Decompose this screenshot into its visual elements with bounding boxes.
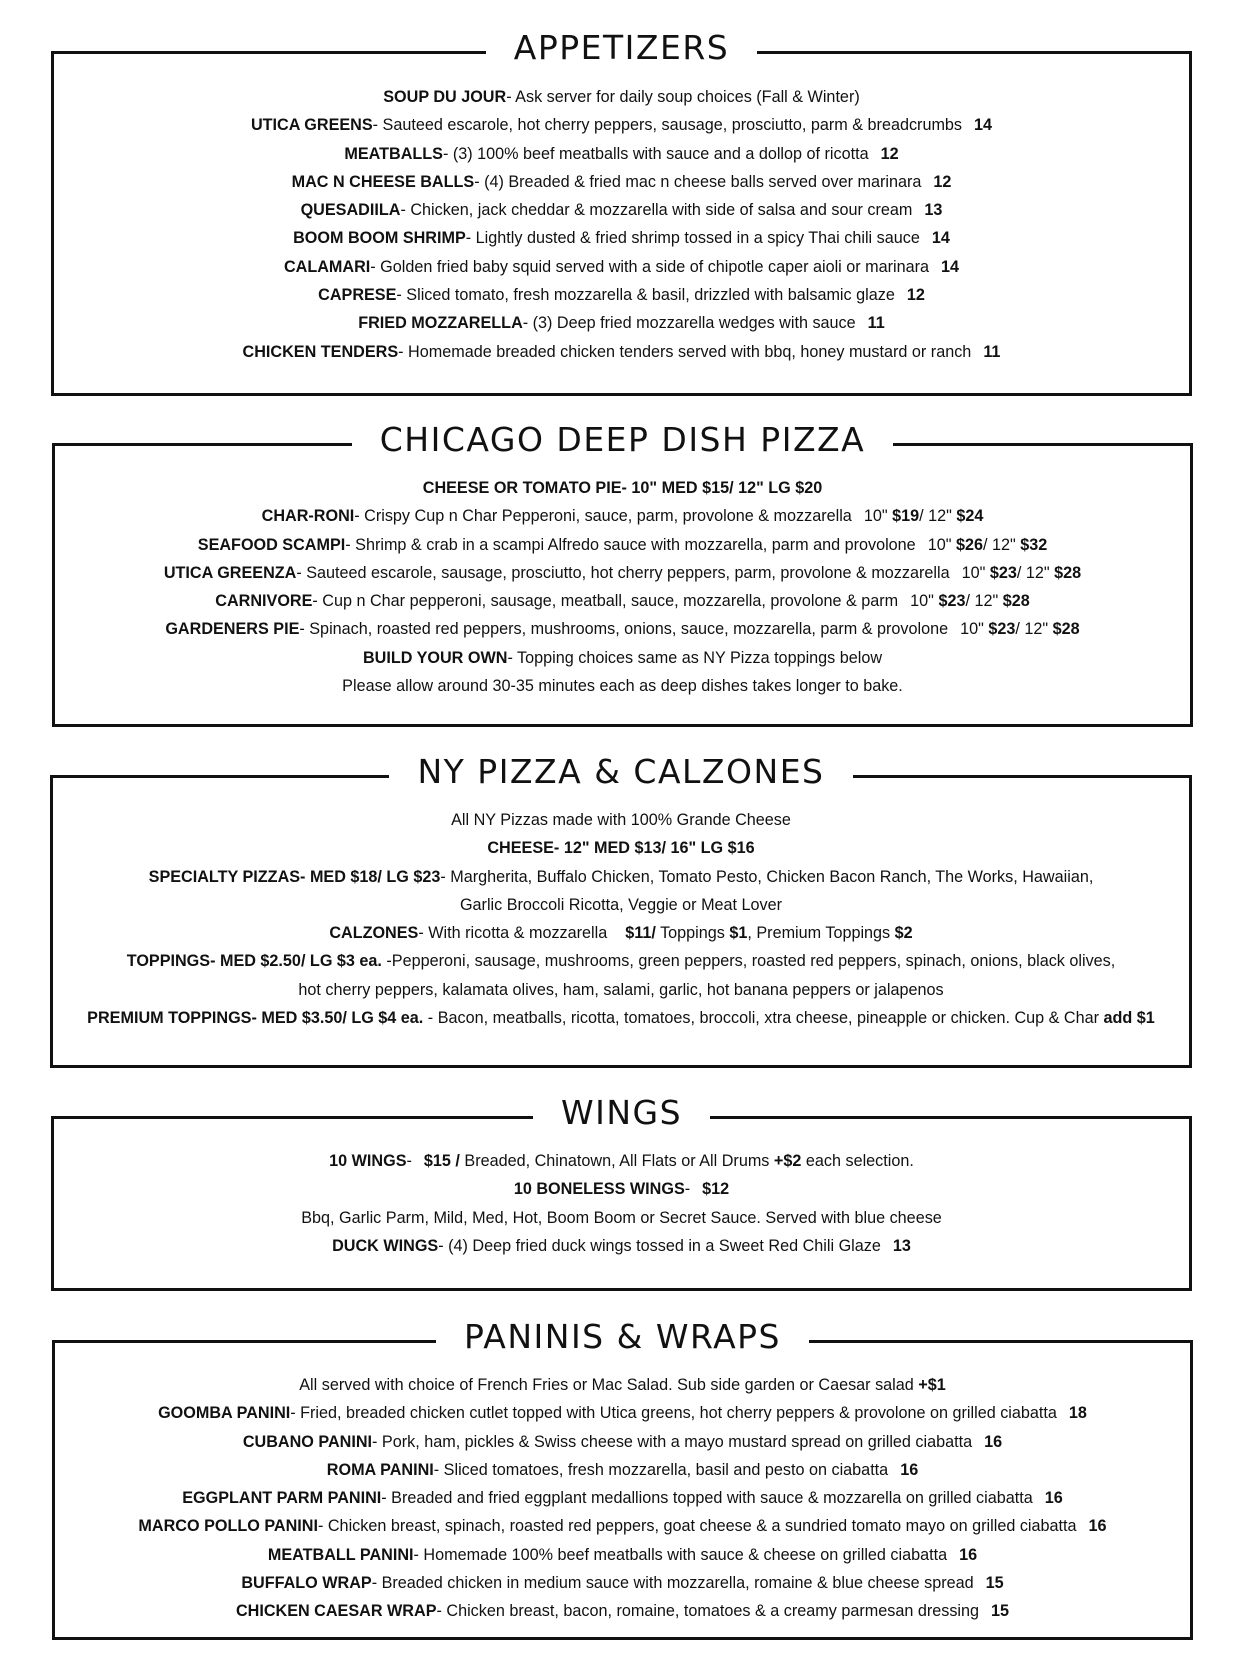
menu-item: DUCK WINGS- (4) Deep fried duck wings tossed in a Sweet Red Chili Glaze 13 (332, 1236, 911, 1255)
deep-dish-title-wrap (55, 420, 1190, 459)
deep-dish-section (52, 420, 1193, 727)
menu-item: BOOM BOOM SHRIMP- Lightly dusted & fried shrimp tossed in a spicy Thai chili sauce 14 (293, 229, 950, 248)
menu-item: BUFFALO WRAP- Breaded chicken in medium sauce with mozzarella, romaine & blue cheese spread 15 (241, 1574, 1004, 1593)
appetizers-list (54, 83, 1189, 366)
menu-item: CALZONES- With ricotta & mozzarella $11/ Toppings $1, Premium Toppings $2 (329, 924, 913, 943)
wings-title: WINGS (533, 1093, 710, 1132)
menu-item: 10 BONELESS WINGS- $12 (513, 1180, 730, 1199)
menu-item: CARNIVORE- Cup n Char pepperoni, sausage, meatball, sauce, mozzarella, provolone & parm 10" $23/ 12" $28 (215, 592, 1030, 611)
menu-item: TOPPINGS- MED $2.50/ LG $3 ea. -Pepperoni, sausage, mushrooms, green peppers, roasted red peppers, spinach, onions, black olives, (126, 952, 1116, 971)
menu-item: SPECIALTY PIZZAS- MED $18/ LG $23- Margherita, Buffalo Chicken, Tomato Pesto, Chicken Bacon Ranch, The Works, Hawaiian, (148, 867, 1094, 886)
menu-item: 10 WINGS- $15 / Breaded, Chinatown, All Flats or All Drums +$2 each selection. (329, 1152, 914, 1170)
appetizers-title: APPETIZERS (486, 28, 757, 67)
appetizers-title-wrap (54, 28, 1189, 67)
deep-dish-note: Please allow around 30-35 minutes each as deep dishes takes longer to bake. (342, 677, 903, 696)
menu-item: SOUP DU JOUR- Ask server for daily soup choices (Fall & Winter) (383, 88, 860, 106)
menu-item: CUBANO PANINI- Pork, ham, pickles & Swiss cheese with a mayo mustard spread on grilled ciabatta 16 (242, 1432, 1003, 1451)
wings-list (54, 1147, 1189, 1260)
ny-pizza-intro: All NY Pizzas made with 100% Grande Cheese (451, 811, 791, 829)
menu-item: CALAMARI- Golden fried baby squid served with a side of chipotle caper aioli or marinara 14 (283, 257, 960, 276)
menu-item: ROMA PANINI- Sliced tomatoes, fresh mozzarella, basil and pesto on ciabatta 16 (326, 1460, 919, 1479)
menu-item: EGGPLANT PARM PANINI- Breaded and fried eggplant medallions topped with sauce & mozzarella on grilled ciabatta 16 (182, 1489, 1063, 1508)
menu-item: CHICKEN TENDERS- Homemade breaded chicken tenders served with bbq, honey mustard or ranch 11 (242, 342, 1001, 361)
paninis-section (52, 1317, 1193, 1640)
menu-item: GOOMBA PANINI- Fried, breaded chicken cutlet topped with Utica greens, hot cherry peppers & provolone on grilled ciabatta 18 (158, 1404, 1087, 1423)
menu-item: CAPRESE- Sliced tomato, fresh mozzarella & basil, drizzled with balsamic glaze 12 (318, 286, 925, 305)
wings-title-wrap (54, 1093, 1189, 1132)
menu-item: PREMIUM TOPPINGS- MED $3.50/ LG $4 ea. - Bacon, meatballs, ricotta, tomatoes, broccoli, xtra cheese, pineapple or chicken. Cup & Char add $1 (87, 1009, 1155, 1028)
menu-item: MEATBALL PANINI- Homemade 100% beef meatballs with sauce & cheese on grilled ciabatta 16 (267, 1545, 978, 1564)
menu-item: MARCO POLLO PANINI- Chicken breast, spinach, roasted red peppers, goat cheese & a sundried tomato mayo on grilled ciabatta 16 (138, 1517, 1107, 1536)
menu-item: GARDENERS PIE- Spinach, roasted red peppers, mushrooms, onions, sauce, mozzarella, parm & provolone 10" $23/ 12" $28 (165, 620, 1080, 639)
paninis-list (55, 1371, 1190, 1626)
menu-item: CHICKEN CAESAR WRAP- Chicken breast, bacon, romaine, tomatoes & a creamy parmesan dressing 15 (235, 1602, 1010, 1621)
ny-pizza-section (50, 752, 1192, 1068)
menu-item: FRIED MOZZARELLA- (3) Deep fried mozzarella wedges with sauce 11 (358, 314, 885, 333)
menu-item: CHEESE- 12" MED $13/ 16" LG $16 (487, 839, 755, 858)
deep-dish-list (55, 474, 1190, 700)
menu-item: UTICA GREENS- Sauteed escarole, hot cherry peppers, sausage, prosciutto, parm & breadcrumbs 14 (250, 116, 993, 135)
menu-item: MAC N CHEESE BALLS- (4) Breaded & fried mac n cheese balls served over marinara 12 (291, 172, 952, 191)
paninis-intro: All served with choice of French Fries or Mac Salad. Sub side garden or Caesar salad +$1 (299, 1376, 946, 1394)
ny-pizza-list (53, 806, 1189, 1032)
ny-pizza-title: NY PIZZA & CALZONES (389, 752, 852, 791)
menu-item: UTICA GREENZA- Sauteed escarole, sausage, prosciutto, hot cherry peppers, parm, provolone & mozzarella 10" $23/ 12" $28 (163, 563, 1082, 582)
ny-pizza-title-wrap (53, 752, 1189, 791)
wings-section (51, 1093, 1192, 1291)
paninis-title: PANINIS & WRAPS (436, 1317, 809, 1356)
menu-item: BUILD YOUR OWN- Topping choices same as NY Pizza toppings below (362, 648, 883, 667)
menu-item-continued: Garlic Broccoli Ricotta, Veggie or Meat Lover (459, 895, 783, 914)
menu-item: MEATBALLS- (3) 100% beef meatballs with sauce and a dollop of ricotta 12 (344, 144, 899, 163)
menu-item: CHEESE OR TOMATO PIE- 10" MED $15/ 12" LG $20 (422, 479, 823, 497)
paninis-title-wrap (55, 1317, 1190, 1356)
menu-item-continued: hot cherry peppers, kalamata olives, ham, salami, garlic, hot banana peppers or jalapenos (298, 980, 944, 999)
menu-item: QUESADIILA- Chicken, jack cheddar & mozzarella with side of salsa and sour cream 13 (300, 201, 943, 220)
deep-dish-title: CHICAGO DEEP DISH PIZZA (352, 420, 893, 459)
menu-item: SEAFOOD SCAMPI- Shrimp & crab in a scampi Alfredo sauce with mozzarella, parm and provolone 10" $26/ 12" $32 (197, 535, 1048, 554)
appetizers-section (51, 28, 1192, 396)
menu-item: CHAR-RONI- Crispy Cup n Char Pepperoni, sauce, parm, provolone & mozzarella 10" $19/ 12" $24 (261, 507, 984, 526)
wings-sauces: Bbq, Garlic Parm, Mild, Med, Hot, Boom Boom or Secret Sauce. Served with blue cheese (301, 1208, 942, 1227)
